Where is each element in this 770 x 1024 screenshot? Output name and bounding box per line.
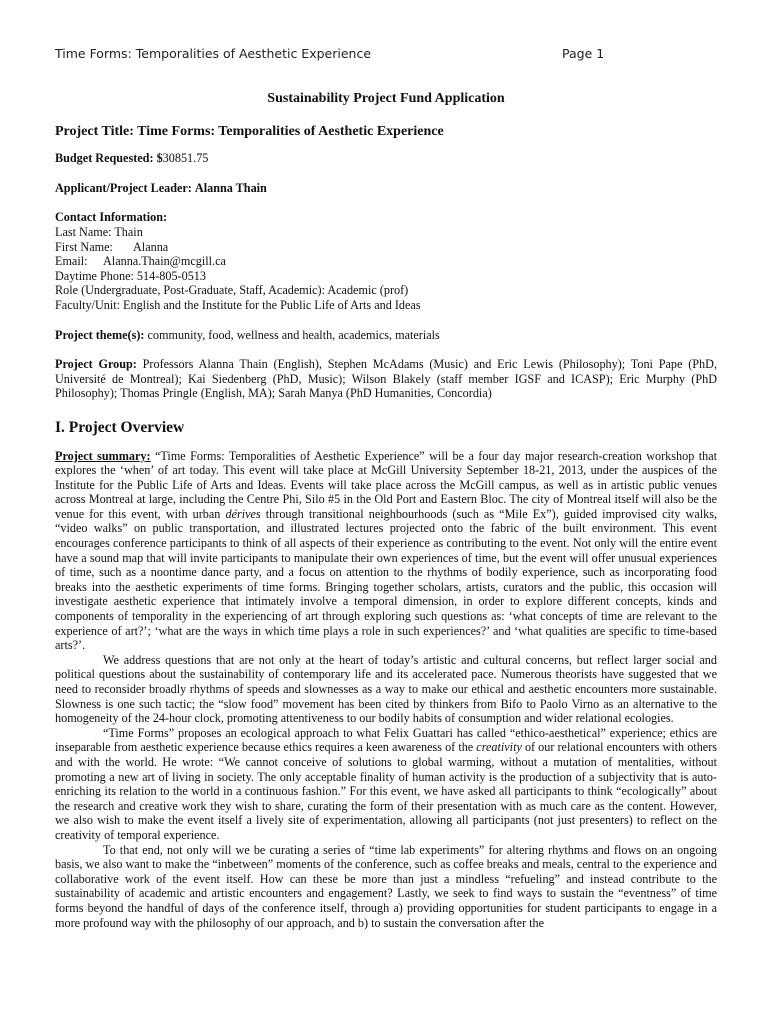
summary-paragraph: [55, 449, 717, 653]
role-value: Academic (prof): [327, 283, 409, 298]
paragraph-3: [55, 726, 717, 843]
themes-label: Project theme(s):: [55, 327, 145, 342]
role-line: [55, 283, 717, 298]
summary-text-italic: dérives: [225, 506, 261, 521]
project-title-label: Project Title:: [55, 123, 134, 139]
group-line: [55, 357, 717, 401]
themes-value: community, food, wellness and health, academics, materials: [147, 327, 440, 342]
running-header-title: Time Forms: Temporalities of Aesthetic Experience: [55, 46, 372, 61]
paragraph-3-text-a: “Time Forms” proposes an ecological approach to what Felix Guattari has called “ethico-aesthetical” experience; ethics are inseparable from aesthetic experience because ethics requires a keen awareness of the: [55, 725, 717, 755]
section-heading-overview: I. Project Overview: [55, 418, 185, 436]
project-title-line: [55, 125, 717, 140]
group-value: Professors Alanna Thain (English), Stephen McAdams (Music) and Eric Lewis (Philosophy); Toni Pape (PhD, Université de Montreal); Kai Siedenberg (PhD, Music); Wilson Blakely (staff member IGSF and ICASP); Eric Murphy (PhD Philosophy); Thomas Pringle (English, MA); Sarah Manya (PhD Humanities, Concordia): [55, 357, 717, 401]
paragraph-2: We address questions that are not only at the heart of today’s artistic and cultural concerns, but reflect larger social and political questions about the sustainability of contemporary life and its accelerated pace. Numerous theorists have suggested that we need to reconsider broadly rhythms of speeds and slownesses as a way to make our ethical and aesthetic encounters more sustainable. Slowness is one such tactic; the “slow food” movement has been cited by thinkers from Bifo to Paolo Virno as an alternative to the homogeneity of the 24-hour clock, promoting attentiveness to our bodily habits of consumption and wider relational ecologies.: [55, 652, 717, 726]
paragraph-4: To that end, not only will we be curating a series of “time lab experiments” for altering rhythms and flows on an ongoing basis, we also want to make the “inbetween” moments of the conference, such as coffee breaks and meals, central to the experience and collaborative work of the event itself. How can these be more than just a mindless “refueling” and instead contribute to the sustainability of academic and artistic encounters and engagement? Lastly, we seek to find ways to sustain the “eventness” of time forms beyond the handful of days of the conference itself, through a) providing opportunities for student participants to engage in a more profound way with the philosophy of our approach, and b) to sustain the conversation after the: [55, 842, 717, 930]
first-name-value: Alanna: [133, 239, 169, 254]
leader-value: Alanna Thain: [194, 180, 267, 195]
phone-line: [55, 269, 717, 284]
budget-value: 30851.75: [162, 151, 209, 166]
budget-label: Budget Requested:: [55, 151, 154, 166]
document-body: [55, 92, 717, 930]
last-name-value: Thain: [114, 224, 143, 239]
phone-value: 514-805-0513: [136, 268, 206, 283]
summary-text-b: through transitional neighbourhoods (such as “Mile Ex”), guided improvised city walks, “video walks” on public transportation, and illustrated lectures projected onto the fabric of the built environment. This event encourages conference participants to think of all aspects of their experience as contributing to the event. Not only will the entire event have a sound map that will invite participants to manipulate their own experiences of time, but the event will offer unusual experiences of time, such as a noontime dance party, and a focus on attention to the rhythms of bodily experience, such as incorporating food breaks into the aesthetic experiments of time forms. Bringing together scholars, artists, curators and the public, this occasion will investigate aesthetic experience that intimately involve a temporal dimension, in order to explore different concepts, kinds and components of temporality in the experiencing of art through exploring such questions as: ‘what concepts of time are relevant to the experience of art?’; ‘what are the ways in which time plays a role in such experiences?’ and ‘what qualities are specific to time-based arts?’.: [55, 506, 718, 653]
first-name-label: First Name:: [55, 239, 113, 254]
themes-line: [55, 328, 717, 343]
main-title: Sustainability Project Fund Application: [267, 91, 505, 106]
last-name-label: Last Name:: [55, 224, 112, 239]
budget-line: [55, 151, 717, 166]
summary-label: Project summary:: [55, 448, 151, 463]
leader-line: [55, 181, 717, 196]
faculty-label: Faculty/Unit:: [55, 297, 120, 312]
last-name-line: [55, 225, 717, 240]
email-value: Alanna.Thain@mcgill.ca: [103, 254, 226, 269]
paragraph-3-italic: creativity: [476, 740, 522, 755]
contact-heading: Contact Information:: [55, 210, 168, 225]
role-label: Role (Undergraduate, Post-Graduate, Staff, Academic):: [55, 283, 325, 298]
phone-label: Daytime Phone:: [55, 268, 134, 283]
faculty-value: English and the Institute for the Public Life of Arts and Ideas: [123, 297, 421, 312]
email-label: Email:: [55, 254, 88, 269]
group-label: Project Group:: [55, 357, 137, 372]
budget-currency: $: [156, 151, 163, 166]
first-name-line: [55, 240, 717, 255]
summary-text-a: “Time Forms: Temporalities of Aesthetic Experience” will be a four day major research-creation workshop that explores the ‘when’ of art today. This event will take place at McGill University September 18-21, 2013, under the auspices of the Institute for the Public Life of Arts and Ideas. Events will take place across the McGill campus, as well as in artistic public venues across Montreal at large, including the Centre Phi, Silo #5 in the Old Port and Eastern Bloc. The city of Montreal itself will also be the venue for this event, with urban: [55, 448, 717, 521]
faculty-line: [55, 298, 717, 313]
paragraph-3-text-b: of our relational encounters with others and with the world. He wrote: “We cannot conceive of solutions to global warming, without a mutation of mentalities, without promoting a new art of living in society. The only acceptable finality of human activity is the production of a subjectivity that is auto-enriching its relation to the world in a continuous fashion.” For this event, we have asked all participants to think “ecologically” about the research and creative work they wish to share, curating the form of their presentation with as much care as the content. However, we also wish to make the event itself a lively site of experimentation, allowing all participants (not just presenters) to reflect on the creativity of temporal experience.: [55, 740, 717, 842]
page-number: Page 1: [562, 46, 605, 61]
email-line: [55, 254, 717, 269]
project-title-value: Time Forms: Temporalities of Aesthetic Experience: [137, 123, 444, 139]
leader-label: Applicant/Project Leader:: [55, 180, 192, 195]
